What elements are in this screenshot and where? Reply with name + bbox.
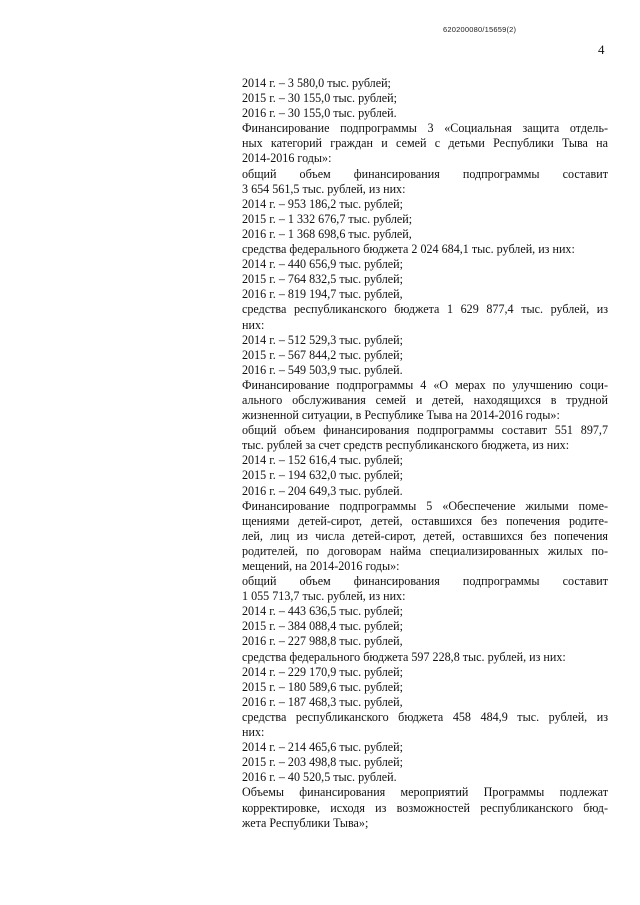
- text-line: Объемы финансирования мероприятий Программы подлежат: [242, 785, 608, 800]
- text-line: общий объем финансирования подпрограммы составит: [242, 574, 608, 589]
- text-line: средства республиканского бюджета 458 484,9 тыс. рублей, из: [242, 709, 608, 724]
- text-line: 2014 г. – 440 656,9 тыс. рублей;: [242, 257, 404, 272]
- document-body: [242, 76, 608, 831]
- text-line: 3 654 561,5 тыс. рублей, из них:: [242, 181, 406, 196]
- page-number: 4: [598, 42, 605, 57]
- text-line: 2015 г. – 194 632,0 тыс. рублей;: [242, 468, 404, 483]
- text-line: Финансирование подпрограммы 4 «О мерах по улучшению соци-: [242, 377, 608, 392]
- text-line: 2015 г. – 567 844,2 тыс. рублей;: [242, 347, 404, 362]
- text-line: жета Республики Тыва»;: [242, 815, 369, 830]
- text-line: 2014 г. – 214 465,6 тыс. рублей;: [242, 740, 404, 755]
- text-line: родителей, по договорам найма специализированных жилых по-: [242, 543, 608, 558]
- text-line: 2016 г. – 187 468,3 тыс. рублей,: [242, 694, 403, 709]
- text-line: корректировке, исходя из возможностей республиканского бюд-: [242, 800, 608, 815]
- text-line: 2015 г. – 203 498,8 тыс. рублей;: [242, 755, 404, 770]
- text-line: 2014 г. – 152 616,4 тыс. рублей;: [242, 453, 404, 468]
- text-line: Финансирование подпрограммы 5 «Обеспечение жилыми поме-: [242, 498, 608, 513]
- text-line: 2014 г. – 3 580,0 тыс. рублей;: [242, 76, 391, 90]
- text-line: 2015 г. – 30 155,0 тыс. рублей;: [242, 91, 397, 106]
- text-line: 2014 г. – 443 636,5 тыс. рублей;: [242, 604, 404, 619]
- text-line: 2016 г. – 1 368 698,6 тыс. рублей,: [242, 226, 412, 241]
- text-line: них:: [242, 317, 265, 332]
- text-line: 2014-2016 годы»:: [242, 151, 332, 166]
- text-line: 2016 г. – 30 155,0 тыс. рублей.: [242, 106, 397, 121]
- text-line: 2014 г. – 953 186,2 тыс. рублей;: [242, 196, 404, 211]
- text-line: 1 055 713,7 тыс. рублей, из них:: [242, 589, 406, 604]
- text-line: жизненной ситуации, в Республике Тыва на 2014-2016 годы»:: [242, 408, 560, 423]
- text-line: 2016 г. – 204 649,3 тыс. рублей.: [242, 483, 403, 498]
- text-line: лей, лиц из числа детей-сирот, детей, оставшихся без попечения: [242, 528, 608, 543]
- text-line: тыс. рублей за счет средств республиканского бюджета, из них:: [242, 438, 570, 453]
- text-line: средства федерального бюджета 2 024 684,1 тыс. рублей, из них:: [242, 242, 575, 257]
- text-line: общий объем финансирования подпрограммы составит 551 897,7: [242, 423, 608, 438]
- text-line: щениями детей-сирот, детей, оставшихся без попечения родите-: [242, 513, 608, 528]
- document-code: 620200080/15659(2): [443, 25, 517, 34]
- text-line: 2016 г. – 549 503,9 тыс. рублей.: [242, 362, 403, 377]
- text-line: 2014 г. – 229 170,9 тыс. рублей;: [242, 664, 404, 679]
- text-line: 2015 г. – 764 832,5 тыс. рублей;: [242, 272, 404, 287]
- text-line: 2016 г. – 227 988,8 тыс. рублей,: [242, 634, 403, 649]
- text-line: 2016 г. – 819 194,7 тыс. рублей,: [242, 287, 403, 302]
- text-line: 2014 г. – 512 529,3 тыс. рублей;: [242, 332, 404, 347]
- text-line: ального обслуживания семей и детей, находящихся в трудной: [242, 392, 608, 407]
- text-line: средства федерального бюджета 597 228,8 тыс. рублей, из них:: [242, 649, 566, 664]
- text-line: 2015 г. – 384 088,4 тыс. рублей;: [242, 619, 404, 634]
- text-line: общий объем финансирования подпрограммы составит: [242, 166, 608, 181]
- text-line: мещений, на 2014-2016 годы»:: [242, 559, 400, 573]
- text-line: ных категорий граждан и семей с детьми Республики Тыва на: [242, 136, 608, 151]
- text-line: 2015 г. – 1 332 676,7 тыс. рублей;: [242, 211, 413, 226]
- text-line: 2015 г. – 180 589,6 тыс. рублей;: [242, 679, 404, 694]
- text-line: средства республиканского бюджета 1 629 877,4 тыс. рублей, из: [242, 302, 608, 317]
- text-line: Финансирование подпрограммы 3 «Социальная защита отдель-: [242, 121, 608, 136]
- text-line: них:: [242, 725, 265, 740]
- text-line: 2016 г. – 40 520,5 тыс. рублей.: [242, 770, 397, 785]
